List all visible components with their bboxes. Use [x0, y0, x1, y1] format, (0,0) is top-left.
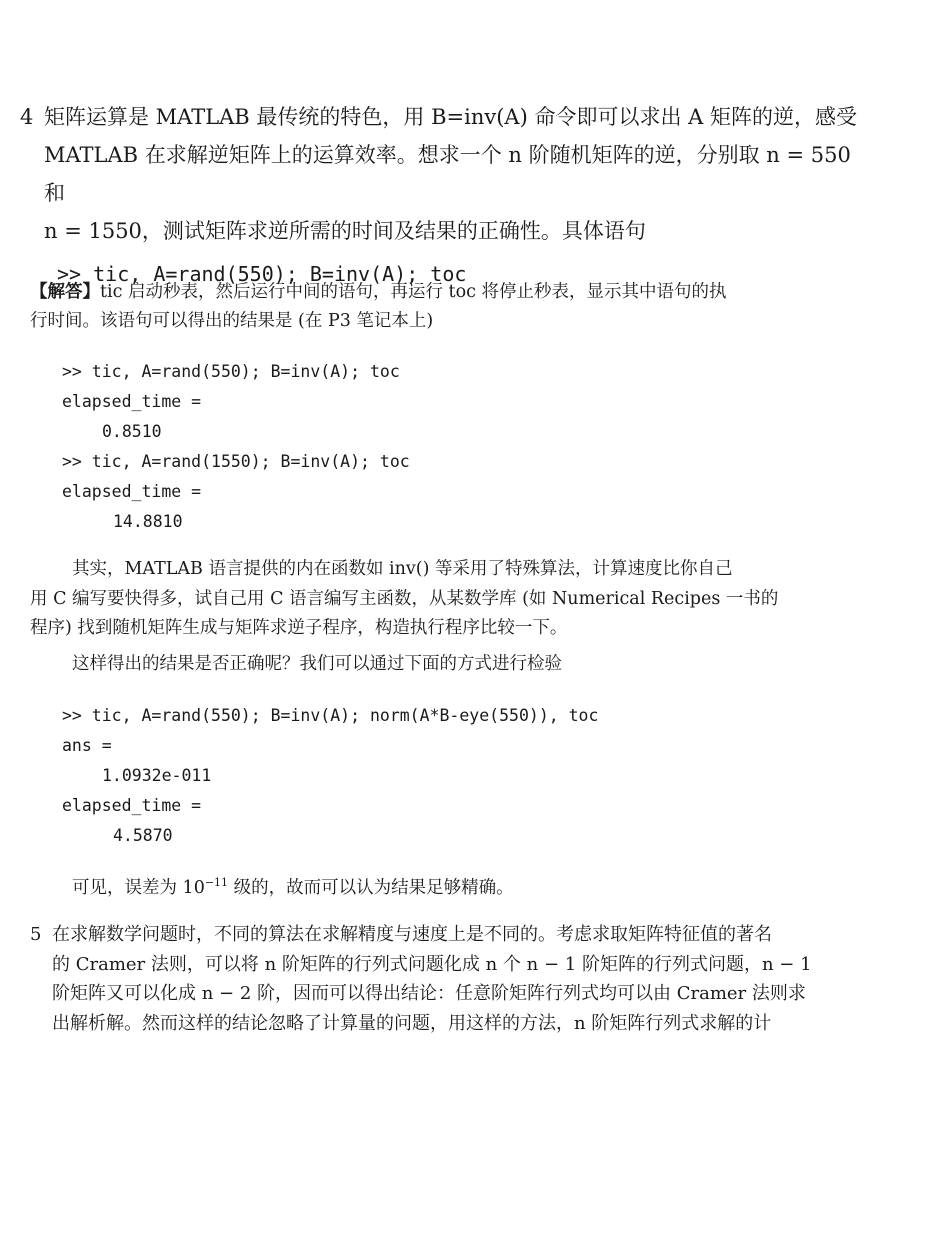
answer-text-line: 行时间。该语句可以得出的结果是 (在 P3 笔记本上) — [30, 311, 434, 331]
code-block-verification — [62, 701, 598, 851]
paragraph-line: 程序) 找到随机矩阵生成与矩阵求逆子程序，构造执行程序比较一下。 — [30, 618, 568, 638]
answer-text-line: tic 启动秒表，然后运行中间的语句，再运行 toc 将停止秒表，显示其中语句的执 — [100, 282, 727, 302]
problem-text-line: 的 Cramer 法则，可以将 n 阶矩阵的行列式问题化成 n 个 n − 1 阶矩阵的行列式问题，n − 1 — [52, 953, 812, 975]
answer-intro — [30, 278, 830, 336]
code-output: 0.8510 — [102, 422, 162, 441]
exponent: −11 — [204, 876, 229, 889]
problem-5 — [30, 920, 870, 1038]
code-output: 1.0932e-011 — [102, 766, 212, 785]
problem-text-line: 在求解数学问题时，不同的算法在求解精度与速度上是不同的。考虑求取矩阵特征值的著名 — [52, 924, 772, 945]
code-line: elapsed_time = — [62, 392, 202, 411]
problem-text-line: 矩阵运算是 MATLAB 最传统的特色，用 B=inv(A) 命令即可以求出 A 矩阵的逆，感受 — [44, 105, 857, 129]
code-line: elapsed_time = — [62, 482, 202, 501]
problem-4-statement — [20, 98, 875, 250]
problem-4 — [20, 98, 875, 292]
paragraph-line: 用 C 编写要快得多，试自己用 C 语言编写主函数，从某数学库 (如 Numerical Recipes 一书的 — [30, 588, 779, 609]
problem-4-code: >> tic, A=rand(550); B=inv(A); toc — [57, 262, 467, 286]
code-line: >> tic, A=rand(550); B=inv(A); toc — [62, 362, 400, 381]
paragraph-line: 其实，MATLAB 语言提供的内在函数如 inv() 等采用了特殊算法，计算速度比你自己 — [72, 559, 733, 579]
code-output: 4.5870 — [113, 826, 173, 845]
problem-number: 4 — [20, 105, 34, 129]
conclusion-text: 可见，误差为 10 — [72, 877, 205, 898]
code-line: >> tic, A=rand(1550); B=inv(A); toc — [62, 452, 410, 471]
problem-text-line: n = 1550，测试矩阵求逆所需的时间及结果的正确性。具体语句 — [44, 219, 646, 243]
code-line: ans = — [62, 736, 112, 755]
problem-number: 5 — [30, 924, 42, 945]
problem-text-line: 阶矩阵又可以化成 n − 2 阶，因而可以得出结论：任意阶矩阵行列式均可以由 Cramer 法则求 — [52, 983, 806, 1004]
paragraph-verification: 这样得出的结果是否正确呢？我们可以通过下面的方式进行检验 — [72, 654, 562, 674]
problem-text-line: MATLAB 在求解逆矩阵上的运算效率。想求一个 n 阶随机矩阵的逆，分别取 n = 550 和 — [44, 143, 851, 205]
code-output: 14.8810 — [113, 512, 183, 531]
paragraph-comparison — [30, 555, 820, 644]
code-line: elapsed_time = — [62, 796, 202, 815]
code-line: >> tic, A=rand(550); B=inv(A); norm(A*B-eye(550)), toc — [62, 706, 599, 725]
problem-text-line: 出解析解。然而这样的结论忽略了计算量的问题，用这样的方法，n 阶矩阵行列式求解的计 — [52, 1012, 772, 1034]
answer-label: 【解答】 — [30, 282, 100, 302]
problem-5-statement — [30, 920, 870, 1038]
conclusion-text: 级的，故而可以认为结果足够精确。 — [228, 877, 514, 898]
paragraph-conclusion — [30, 868, 820, 903]
code-block-timing — [62, 357, 410, 537]
